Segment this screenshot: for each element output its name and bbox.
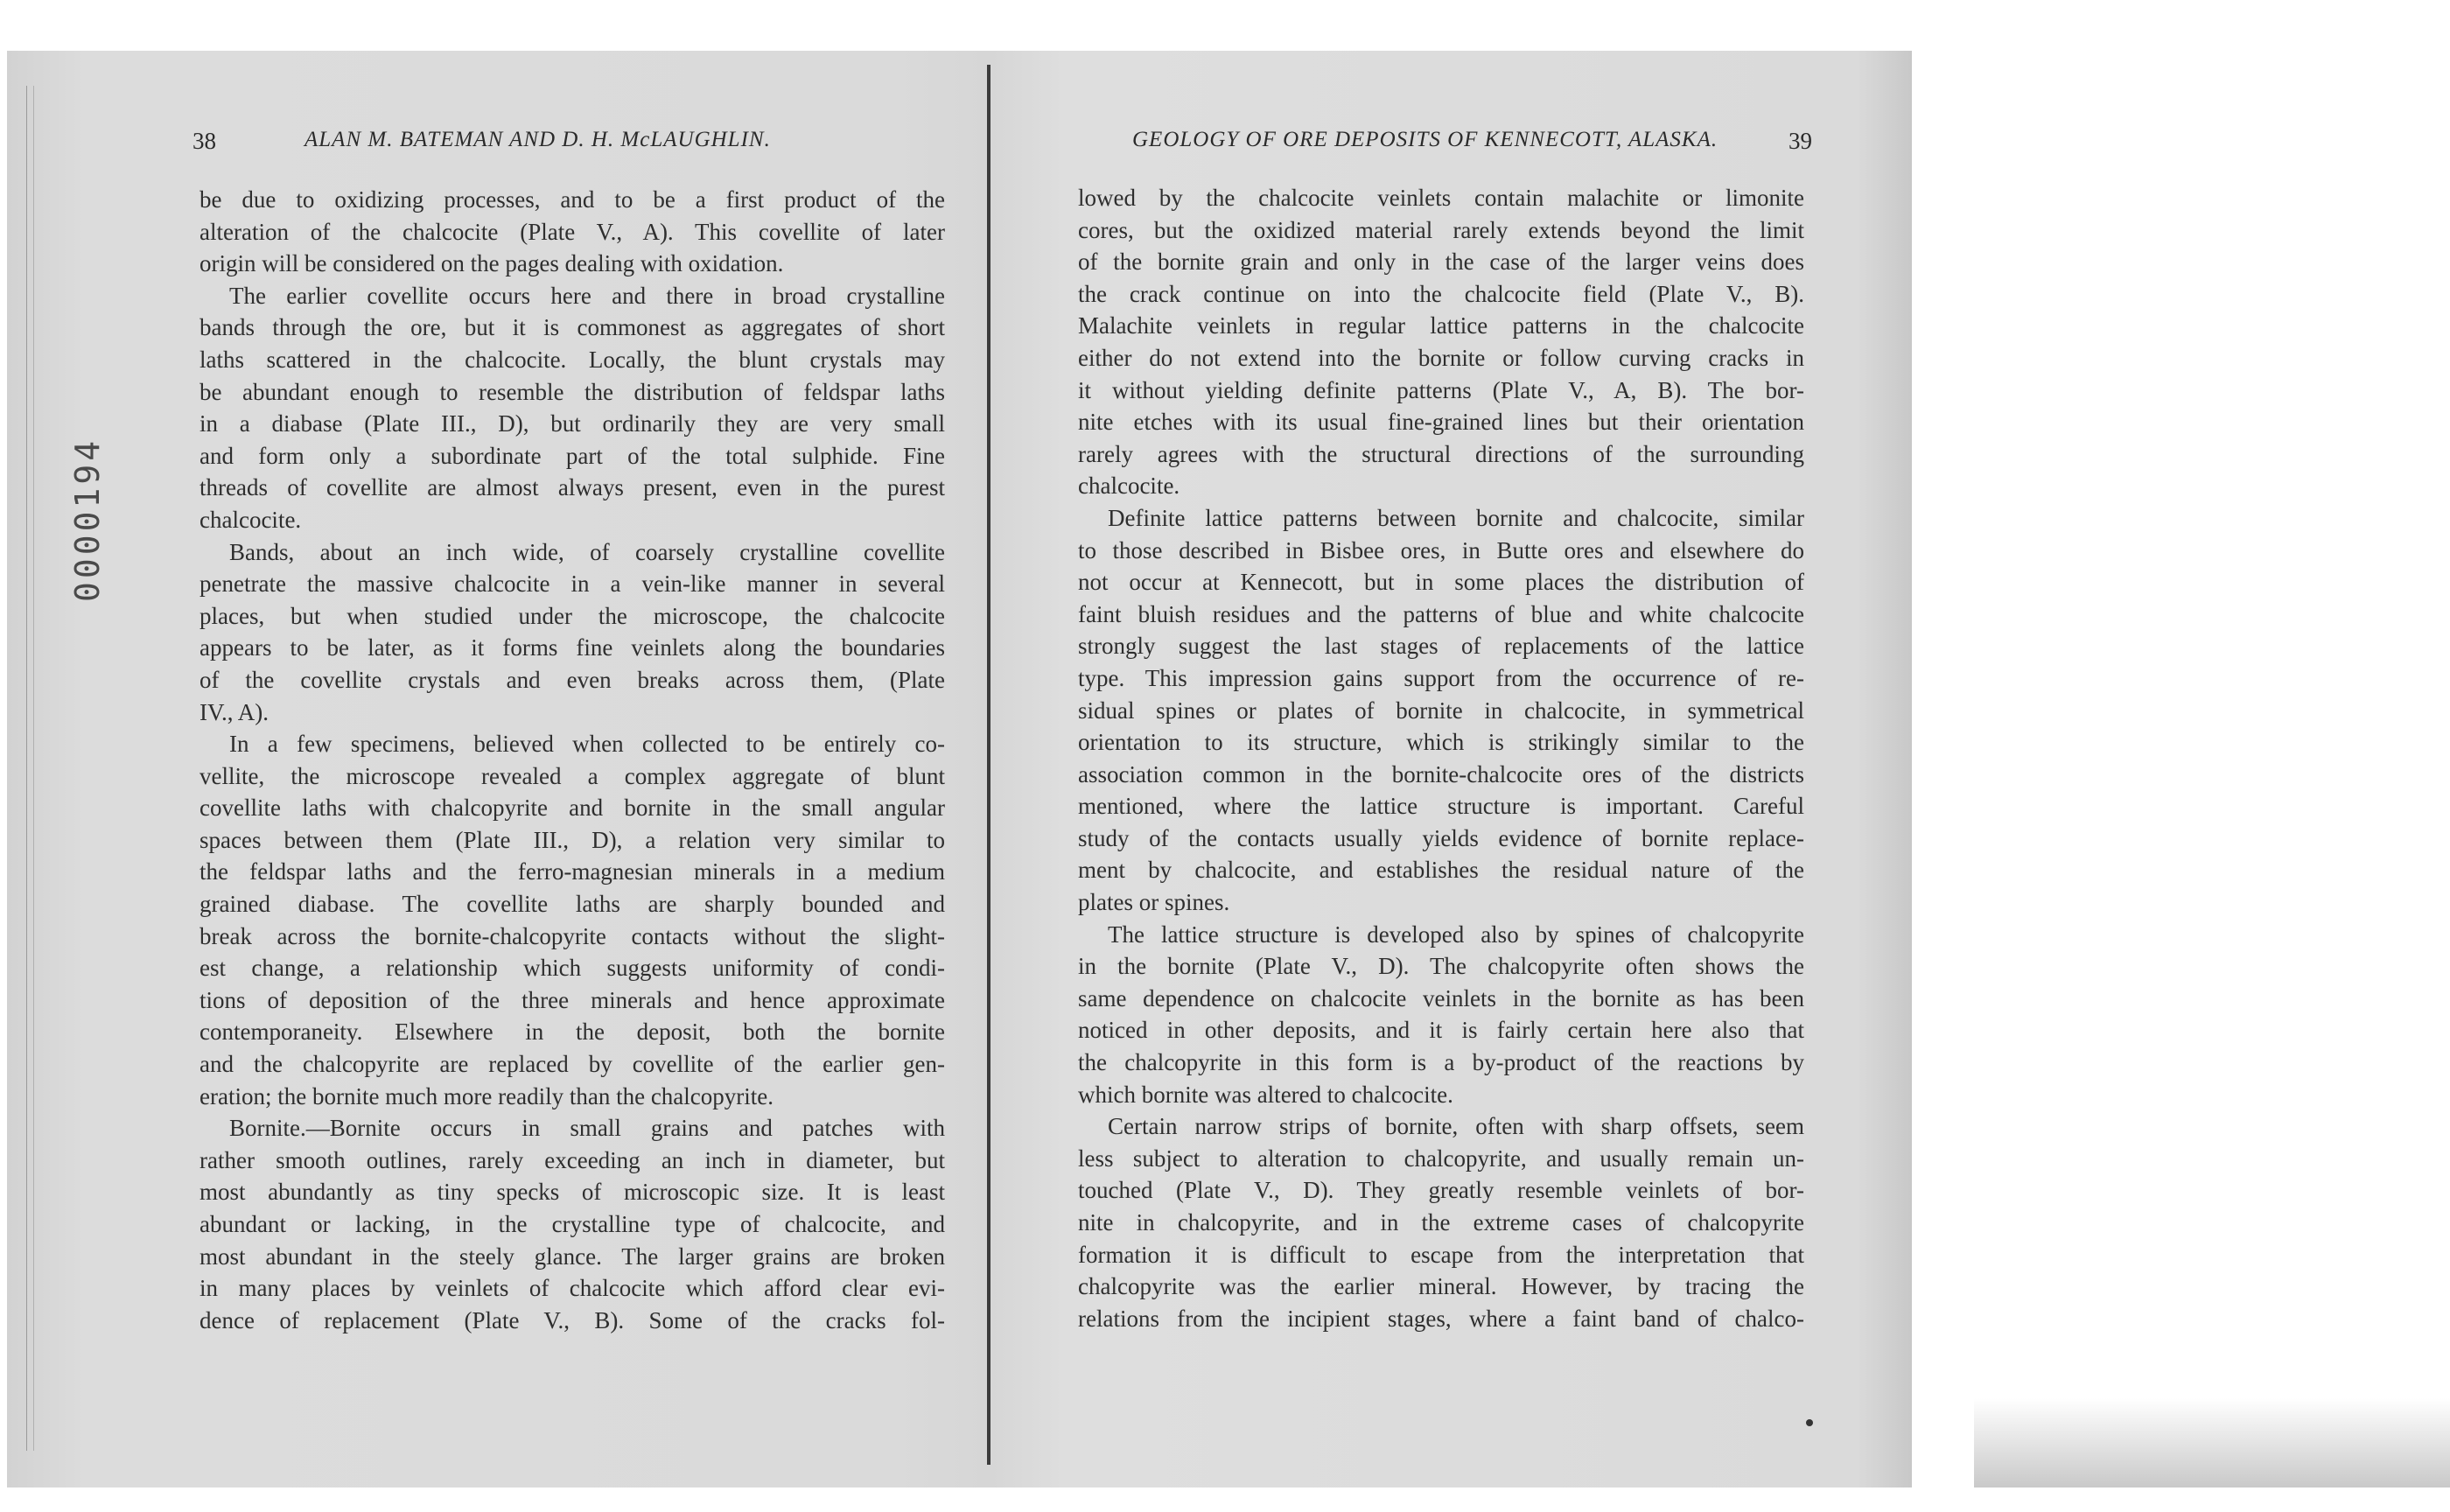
text-line: The earlier covellite occurs here and there in broad crystalline bbox=[229, 282, 945, 309]
scanned-book-spread bbox=[7, 51, 1912, 1488]
text-line: break across the bornite-chalcopyrite contacts without the slight- bbox=[200, 922, 945, 949]
right-page-number: 39 bbox=[1788, 128, 1812, 154]
text-line: cores, but the oxidized material rarely extends beyond the limit bbox=[1078, 216, 1804, 243]
text-line: be due to oxidizing processes, and to be a first product of the bbox=[200, 186, 945, 213]
text-line: association common in the bornite-chalcocite ores of the districts bbox=[1078, 760, 1804, 788]
binding-line bbox=[26, 86, 27, 1451]
left-running-head: ALAN M. BATEMAN AND D. H. McLAUGHLIN. bbox=[304, 128, 771, 151]
text-line: Malachite veinlets in regular lattice patterns in the chalcocite bbox=[1078, 312, 1804, 340]
text-line: relations from the incipient stages, where a faint band of chalco- bbox=[1078, 1305, 1804, 1332]
text-line: dence of replacement (Plate V., B). Some of the cracks fol- bbox=[200, 1306, 945, 1334]
text-line: origin will be considered on the pages dealing with oxidation. bbox=[200, 250, 784, 277]
text-line: eration; the bornite much more readily than the chalcopyrite. bbox=[200, 1082, 774, 1110]
text-line: less subject to alteration to chalcopyrite, and usually remain un- bbox=[1078, 1144, 1804, 1172]
text-line: est change, a relationship which suggests uniformity of condi- bbox=[200, 955, 945, 982]
text-line: plates or spines. bbox=[1078, 889, 1230, 916]
text-line: strongly suggest the last stages of replacements of the lattice bbox=[1078, 633, 1804, 660]
text-line: noticed in other deposits, and it is fairly certain here also that bbox=[1078, 1017, 1804, 1044]
text-line: rather smooth outlines, rarely exceeding an inch in diameter, but bbox=[200, 1146, 945, 1173]
text-line: Certain narrow strips of bornite, often with sharp offsets, seem bbox=[1108, 1113, 1804, 1140]
text-line: grained diabase. The covellite laths are sharply bounded and bbox=[200, 891, 945, 918]
text-line: In a few specimens, believed when collected to be entirely co- bbox=[229, 731, 945, 758]
text-line: covellite laths with chalcopyrite and bornite in the small angular bbox=[200, 794, 945, 822]
text-line: sidual spines or plates of bornite in chalcocite, in symmetrical bbox=[1078, 696, 1804, 724]
text-line: in a diabase (Plate III., D), but ordinarily they are very small bbox=[200, 410, 945, 438]
ink-speck bbox=[1806, 1419, 1813, 1426]
binding-line bbox=[33, 86, 34, 1451]
text-line: penetrate the massive chalcocite in a vein-like manner in several bbox=[200, 570, 945, 598]
right-text-block bbox=[1078, 182, 1804, 1334]
text-line: the chalcopyrite in this form is a by-product of the reactions by bbox=[1078, 1049, 1804, 1076]
text-line: lowed by the chalcocite veinlets contain malachite or limonite bbox=[1078, 185, 1804, 211]
text-line: it without yielding definite patterns (Plate V., A, B). The bor- bbox=[1078, 376, 1804, 403]
text-line: vellite, the microscope revealed a complex aggregate of blunt bbox=[200, 762, 945, 789]
text-line: in many places by veinlets of chalcocite which afford clear evi- bbox=[200, 1275, 945, 1302]
text-line: to those described in Bisbee ores, in Butte ores and elsewhere do bbox=[1078, 536, 1804, 564]
text-line: either do not extend into the bornite or follow curving cracks in bbox=[1078, 344, 1804, 371]
text-line: faint bluish residues and the patterns of blue and white chalcocite bbox=[1078, 600, 1804, 627]
text-line: formation it is difficult to escape from the interpretation that bbox=[1078, 1241, 1804, 1268]
text-line: abundant or lacking, in the crystalline type of chalcocite, and bbox=[200, 1211, 945, 1237]
text-line: most abundant in the steely glance. The larger grains are broken bbox=[200, 1242, 945, 1270]
text-line: alteration of the chalcocite (Plate V., A). This covellite of later bbox=[200, 218, 945, 245]
text-line: type. This impression gains support from the occurrence of re- bbox=[1078, 664, 1804, 691]
text-line: threads of covellite are almost always present, even in the purest bbox=[200, 474, 945, 501]
text-line: tions of deposition of the three minerals and hence approximate bbox=[200, 986, 945, 1013]
left-page-number: 38 bbox=[192, 128, 216, 154]
text-line: IV., A). bbox=[200, 698, 270, 725]
right-running-head: GEOLOGY OF ORE DEPOSITS OF KENNECOTT, ALASKA. bbox=[1132, 128, 1718, 151]
text-line: Definite lattice patterns between bornite and chalcocite, similar bbox=[1108, 504, 1804, 531]
text-line: bands through the ore, but it is commonest as aggregates of short bbox=[200, 314, 945, 341]
left-text-block bbox=[200, 184, 945, 1336]
text-line: chalcocite. bbox=[1078, 472, 1180, 500]
text-line: mentioned, where the lattice structure is important. Careful bbox=[1078, 793, 1804, 820]
page-shadow bbox=[1974, 1398, 2450, 1488]
left-page bbox=[7, 51, 990, 1488]
text-line: rarely agrees with the structural directions of the surrounding bbox=[1078, 440, 1804, 467]
text-line: in the bornite (Plate V., D). The chalcopyrite often shows the bbox=[1078, 953, 1804, 980]
text-line: chalcopyrite was the earlier mineral. However, by tracing the bbox=[1078, 1273, 1804, 1300]
text-line: contemporaneity. Elsewhere in the deposit, both the bornite bbox=[200, 1018, 945, 1046]
text-line: be abundant enough to resemble the distribution of feldspar laths bbox=[200, 378, 945, 405]
text-line: which bornite was altered to chalcocite. bbox=[1078, 1081, 1453, 1108]
text-line: and the chalcopyrite are replaced by covellite of the earlier gen- bbox=[200, 1051, 945, 1078]
text-line: not occur at Kennecott, but in some places the distribution of bbox=[1078, 569, 1804, 596]
margin-stamp: 0000194 bbox=[68, 437, 107, 602]
text-line: the feldspar laths and the ferro-magnesian minerals in a medium bbox=[200, 858, 945, 886]
text-line: study of the contacts usually yields evidence of bornite replace- bbox=[1078, 824, 1804, 851]
text-line: most abundantly as tiny specks of microscopic size. It is least bbox=[200, 1179, 945, 1206]
text-line: touched (Plate V., D). They greatly resemble veinlets of bor- bbox=[1078, 1177, 1804, 1204]
text-line: The lattice structure is developed also by spines of chalcopyrite bbox=[1108, 920, 1804, 948]
text-line: same dependence on chalcocite veinlets in the bornite as has been bbox=[1078, 984, 1804, 1012]
text-line: chalcocite. bbox=[200, 506, 302, 533]
text-line: of the covellite crystals and even breaks across them, (Plate bbox=[200, 666, 945, 693]
text-line: spaces between them (Plate III., D), a relation very similar to bbox=[200, 826, 945, 853]
text-line: laths scattered in the chalcocite. Locally, the blunt crystals may bbox=[200, 346, 945, 373]
text-line: Bornite.—Bornite occurs in small grains and patches with bbox=[229, 1115, 945, 1142]
text-line: of the bornite grain and only in the case of the larger veins does bbox=[1078, 248, 1804, 276]
right-page bbox=[990, 51, 1912, 1488]
text-line: places, but when studied under the microscope, the chalcocite bbox=[200, 602, 945, 629]
text-line: the crack continue on into the chalcocite field (Plate V., B). bbox=[1078, 280, 1804, 307]
text-line: and form only a subordinate part of the total sulphide. Fine bbox=[200, 442, 945, 469]
text-line: nite in chalcopyrite, and in the extreme cases of chalcopyrite bbox=[1078, 1209, 1804, 1236]
text-line: orientation to its structure, which is strikingly similar to the bbox=[1078, 729, 1804, 756]
text-line: ment by chalcocite, and establishes the residual nature of the bbox=[1078, 857, 1804, 884]
text-line: Bands, about an inch wide, of coarsely crystalline covellite bbox=[229, 538, 945, 565]
text-line: appears to be later, as it forms fine veinlets along the boundaries bbox=[200, 634, 945, 662]
text-line: nite etches with its usual fine-grained lines but their orientation bbox=[1078, 409, 1804, 436]
